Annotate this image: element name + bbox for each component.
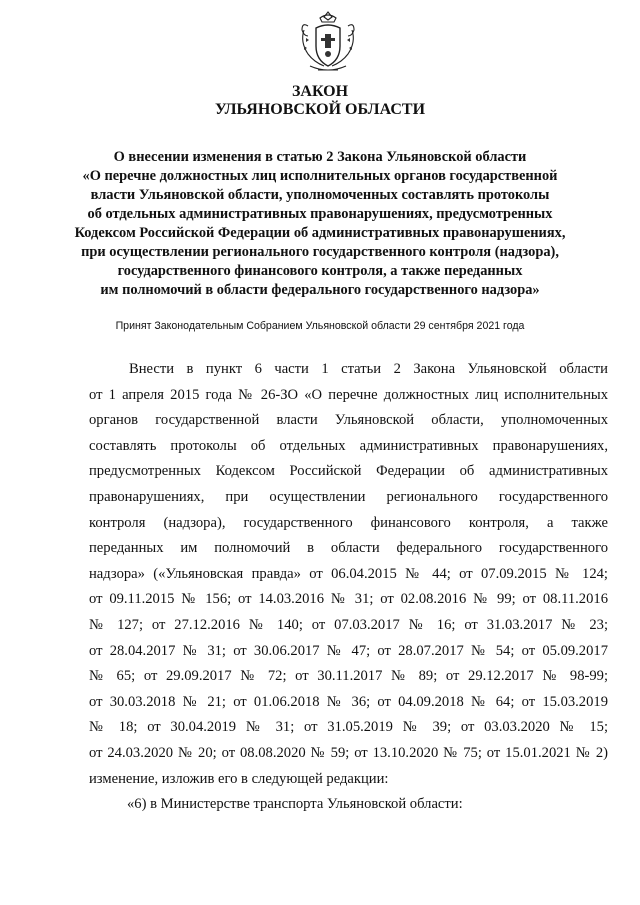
adoption-note: Принят Законодательным Собранием Ульяновской области 29 сентября 2021 года — [115, 320, 525, 332]
body-line: «6) в Министерстве транспорта Ульяновской области: — [127, 796, 463, 813]
body-line: предусмотренных Кодексом Российской Федерации об административных — [89, 463, 608, 480]
subject-line: им полномочий в области федерального государственного надзора» — [100, 282, 540, 298]
coat-of-arms-emblem — [296, 8, 360, 74]
body-line: № 18; от 30.04.2019 № 31; от 31.05.2019 № 39; от 03.03.2020 № 15; — [89, 719, 608, 736]
body-line: от 28.04.2017 № 31; от 30.06.2017 № 47; от 28.07.2017 № 54; от 05.09.2017 — [89, 642, 608, 659]
subject-line: Кодексом Российской Федерации об административных правонарушениях, — [74, 225, 566, 241]
body-line: надзора» («Ульяновская правда» от 06.04.2015 № 44; от 07.09.2015 № 124; — [89, 565, 608, 582]
subject-line: государственного финансового контроля, а также переданных — [117, 263, 523, 279]
body-line: № 65; от 29.09.2017 № 72; от 30.11.2017 № 89; от 29.12.2017 № 98-99; — [89, 668, 608, 685]
body-line: переданных им полномочий в области федерального государственного — [89, 540, 608, 557]
law-body — [89, 357, 608, 818]
body-line: № 127; от 27.12.2016 № 140; от 07.03.2017 № 16; от 31.03.2017 № 23; — [89, 616, 608, 633]
body-line: органов государственной власти Ульяновской области, уполномоченных — [89, 412, 608, 429]
body-line: Внести в пункт 6 части 1 статьи 2 Закона Ульяновской области — [129, 361, 608, 377]
body-line: составлять протоколы об отдельных административных правонарушениях, — [89, 437, 608, 454]
subject-line: власти Ульяновской области, уполномоченных составлять протоколы — [90, 187, 550, 203]
body-line: от 1 апреля 2015 года № 26-ЗО «О перечне должностных лиц исполнительных — [89, 386, 608, 403]
law-subject-heading — [40, 148, 600, 300]
law-title: ЗАКОН — [291, 83, 349, 100]
subject-line: при осуществлении регионального государственного контроля (надзора), — [81, 244, 559, 260]
body-line: от 24.03.2020 № 20; от 08.08.2020 № 59; от 13.10.2020 № 75; от 15.01.2021 № 2) — [89, 744, 608, 761]
subject-line: О внесении изменения в статью 2 Закона Ульяновской области — [113, 149, 527, 165]
body-line: от 30.03.2018 № 21; от 01.06.2018 № 36; от 04.09.2018 № 64; от 15.03.2019 — [89, 693, 608, 710]
body-line: изменение, изложив его в следующей редакции: — [89, 770, 389, 787]
subject-line: «О перечне должностных лиц исполнительных органов государственной — [82, 168, 558, 184]
body-line: контроля (надзора), государственного финансового контроля, а также — [89, 514, 608, 531]
subject-line: об отдельных административных правонарушениях, предусмотренных — [87, 206, 553, 222]
body-line: правонарушениях, при осуществлении регионального государственного — [89, 488, 608, 505]
body-line: от 09.11.2015 № 156; от 14.03.2016 № 31; от 02.08.2016 № 99; от 08.11.2016 — [89, 591, 608, 608]
region-title: УЛЬЯНОВСКОЙ ОБЛАСТИ — [214, 101, 426, 118]
